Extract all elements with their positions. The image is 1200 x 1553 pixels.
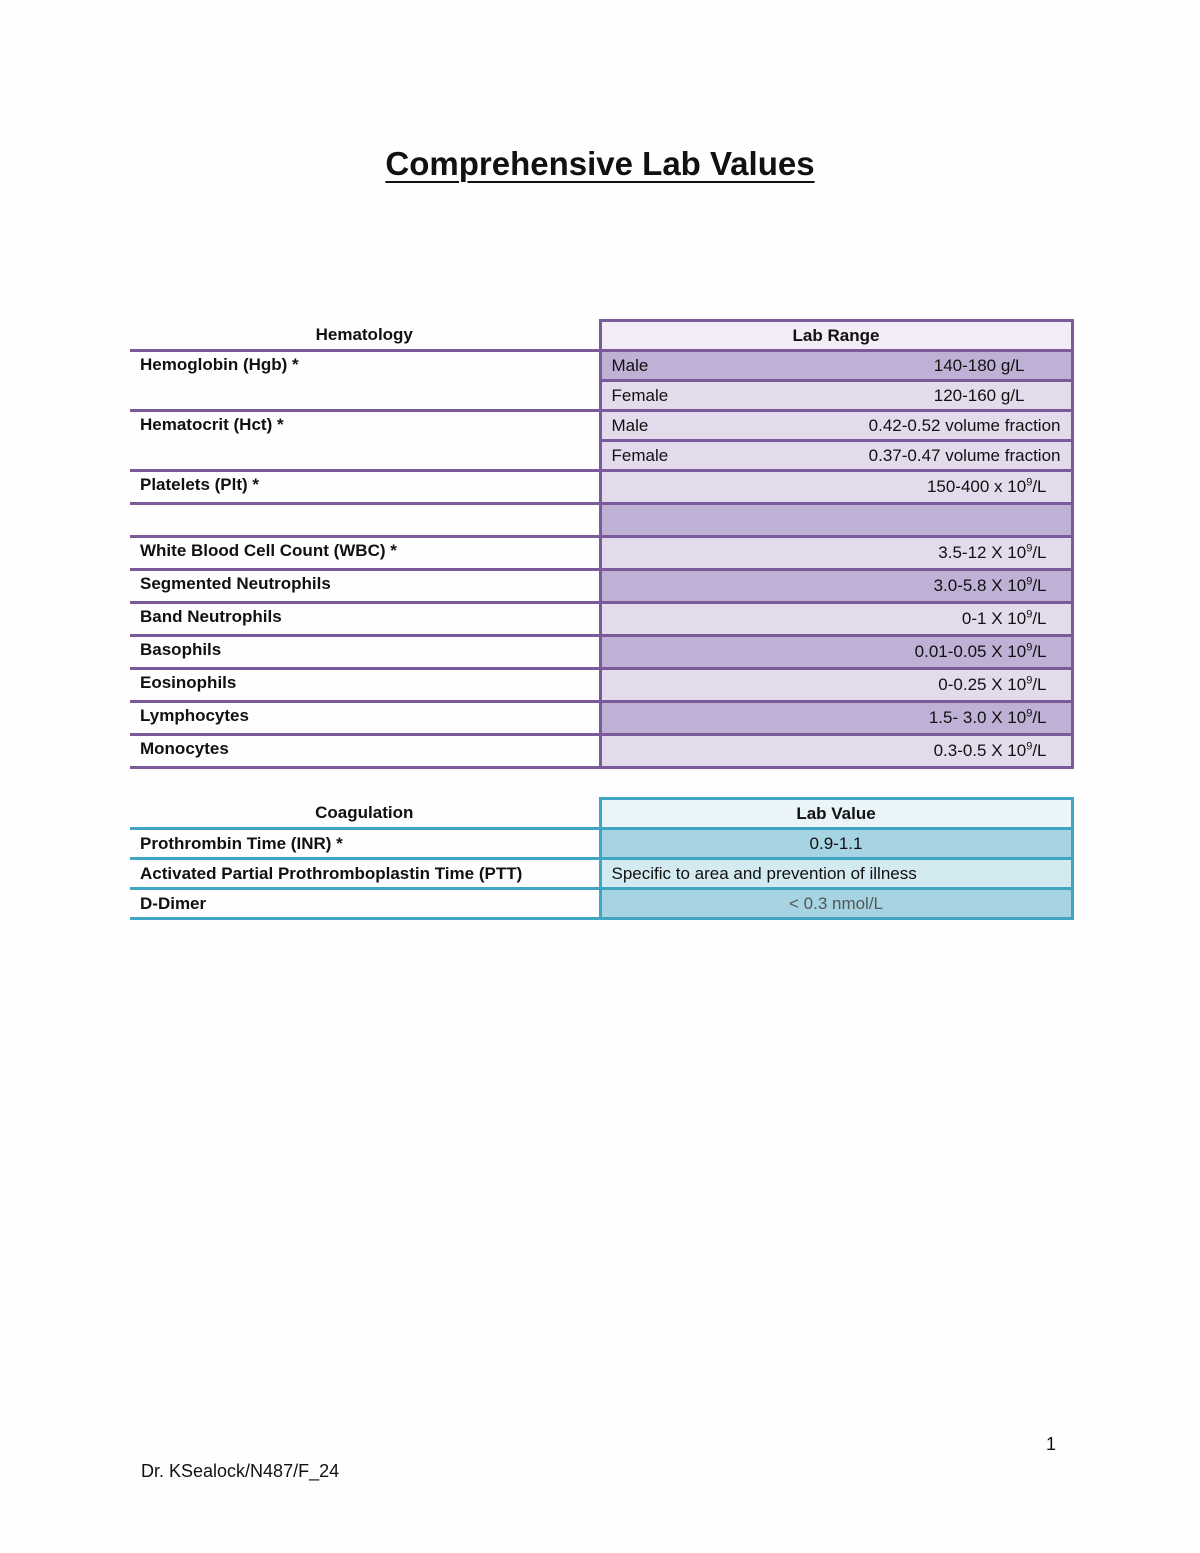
table-row: [130, 411, 1072, 441]
coagulation-header: Coagulation: [130, 799, 600, 829]
hgb-female-label: Female: [611, 385, 669, 405]
table-row: [130, 829, 1072, 859]
hct-male-cell: [600, 411, 1072, 441]
row-name: Monocytes: [130, 735, 600, 768]
row-range: 3.5-12 X $10^9/L$: [600, 537, 1072, 570]
row-name: Activated Partial Prothromboplastin Time (PTT): [130, 859, 600, 889]
plt-range: 150-400 x $10^9/L$: [600, 471, 1072, 504]
row-range: 3.0-5.8 X $10^9/L$: [600, 570, 1072, 603]
table-row: [130, 702, 1072, 735]
table-row: [130, 859, 1072, 889]
row-name: D-Dimer: [130, 889, 600, 919]
row-range: 0-0.25 X $10^9/L$: [600, 669, 1072, 702]
row-value: 0.9-1.1: [600, 829, 1072, 859]
row-value: < 0.3 nmol/L: [600, 889, 1072, 919]
empty-value: [600, 504, 1072, 537]
table-row: [130, 669, 1072, 702]
coagulation-table: [130, 797, 1074, 920]
hematology-header: Hematology: [130, 321, 600, 351]
hgb-male-cell: [600, 351, 1072, 381]
row-name: White Blood Cell Count (WBC) *: [130, 537, 600, 570]
table-row: [130, 603, 1072, 636]
table-row: [130, 471, 1072, 504]
table-row: [130, 570, 1072, 603]
row-name: Eosinophils: [130, 669, 600, 702]
row-name: Basophils: [130, 636, 600, 669]
table-row: [130, 537, 1072, 570]
hct-male-label: Male: [611, 415, 649, 435]
row-name: Prothrombin Time (INR) *: [130, 829, 600, 859]
row-name: Lymphocytes: [130, 702, 600, 735]
hct-female-range: 0.37-0.47 volume fraction: [868, 445, 1061, 465]
hct-male-range: 0.42-0.52 volume fraction: [868, 415, 1061, 435]
table-row: [130, 636, 1072, 669]
empty-name: [130, 504, 600, 537]
hgb-female-range: 120-160 g/L: [933, 385, 1025, 405]
footer-text: Dr. KSealock/N487/F_24: [141, 1461, 340, 1481]
page-title: Comprehensive Lab Values: [385, 145, 815, 182]
table-row: [130, 351, 1072, 381]
hgb-male-range: 140-180 g/L: [933, 355, 1025, 375]
row-range: 0.3-0.5 X $10^9/L$: [600, 735, 1072, 768]
hct-name: Hematocrit (Hct) *: [130, 411, 600, 471]
row-range: 0.01-0.05 X $10^9/L$: [600, 636, 1072, 669]
hct-female-cell: [600, 441, 1072, 471]
page-number: 1: [1046, 1434, 1057, 1454]
row-range: 0-1 X $10^9/L$: [600, 603, 1072, 636]
hematology-table: [130, 319, 1074, 769]
lab-value-header: Lab Value: [600, 799, 1072, 829]
hgb-female-cell: [600, 381, 1072, 411]
row-range: 1.5- 3.0 X $10^9/L$: [600, 702, 1072, 735]
coagulation-header-row: [130, 799, 1072, 829]
plt-name: Platelets (Plt) *: [130, 471, 600, 504]
row-value: Specific to area and prevention of illness: [600, 859, 1072, 889]
row-name: Segmented Neutrophils: [130, 570, 600, 603]
hgb-male-label: Male: [611, 355, 649, 375]
table-row-empty: [130, 504, 1072, 537]
table-row: [130, 735, 1072, 768]
hct-female-label: Female: [611, 445, 669, 465]
row-name: Band Neutrophils: [130, 603, 600, 636]
table-row: [130, 889, 1072, 919]
lab-range-header: Lab Range: [600, 321, 1072, 351]
hematology-header-row: [130, 321, 1072, 351]
hgb-name: Hemoglobin (Hgb) *: [130, 351, 600, 411]
